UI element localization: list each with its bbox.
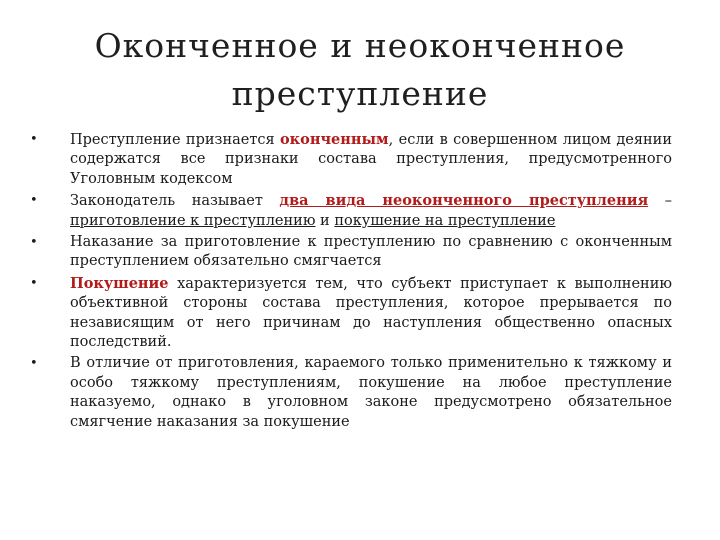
bullet-item: [30, 130, 672, 189]
highlighted-term: оконченным: [280, 131, 389, 148]
bullet-text: В отличие от приготовления, караемого только применительно к тяжкому и особо тяжкому преступлениям, покушение на любое преступление наказуемо, однако в уголовном законе предусмотрено обязательное смягчение наказания за покушение: [70, 355, 672, 430]
bullet-dot-icon: •: [30, 275, 38, 291]
highlighted-term: Покушение: [70, 274, 169, 292]
slide-title-line-2: преступление: [231, 74, 489, 113]
bullet-text: Законодатель называет: [70, 193, 280, 210]
bullet-dot-icon: •: [30, 193, 38, 209]
bullet-text: –: [648, 193, 672, 210]
bullet-item: [30, 274, 672, 353]
bullet-dot-icon: •: [30, 132, 38, 147]
underlined-term: приготовление к преступлению: [70, 212, 316, 229]
bullet-text: и: [315, 212, 335, 229]
slide-title: [40, 22, 680, 118]
highlighted-term: два вида неоконченного преступления: [279, 192, 649, 210]
bullet-text: Преступление признается: [70, 132, 281, 148]
underlined-term: покушение на преступление: [334, 212, 556, 229]
bullet-text: , если в совершенном лицом деянии содержатся все признаки состава преступления, предусмотренного Уголовным кодексом: [70, 132, 673, 187]
bullet-text: характеризуется тем, что субъект приступает к выполнению объективной стороны состава преступления, которое прерывается по независящим от него причинам до наступления общественно опасных последствий.: [70, 275, 672, 351]
bullet-dot-icon: •: [30, 235, 38, 251]
bullet-list: [30, 130, 672, 434]
slide-title-line-1: Оконченное и неоконченное: [94, 26, 626, 65]
bullet-dot-icon: •: [30, 356, 38, 372]
bullet-item: [30, 354, 672, 432]
bullet-item: [30, 191, 672, 231]
bullet-item: [30, 233, 672, 272]
bullet-text: Наказание за приготовление к преступлению по сравнению с оконченным преступлением обязательно смягчается: [70, 234, 672, 270]
